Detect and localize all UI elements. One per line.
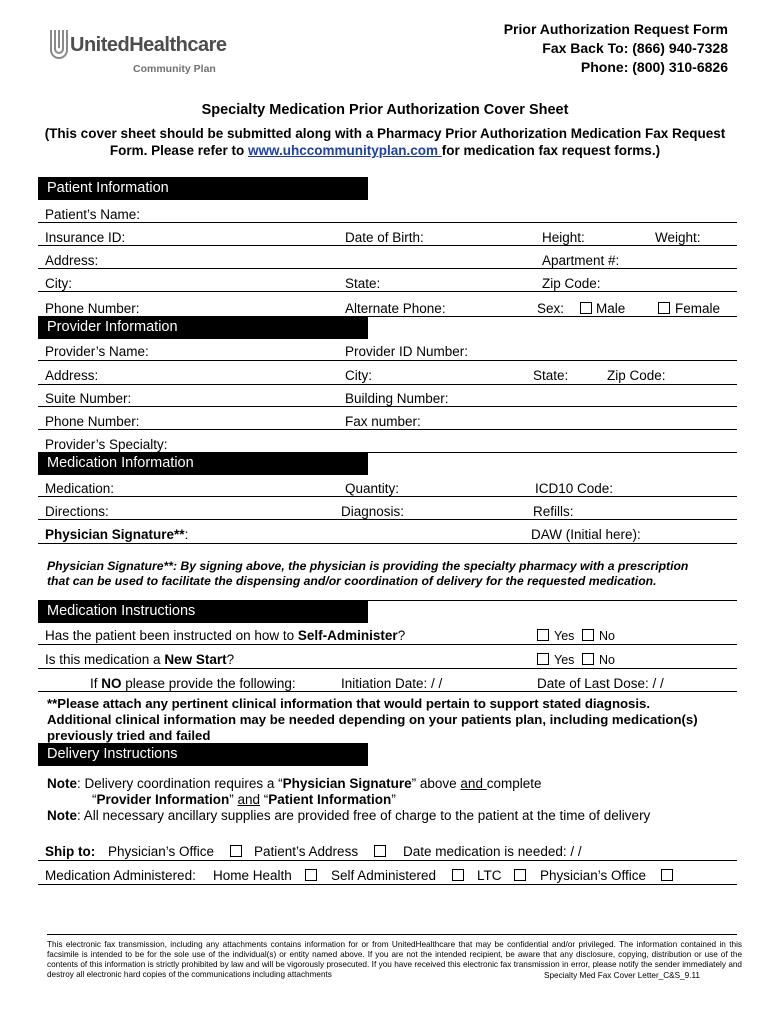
divider [38, 691, 737, 692]
note2-a: “ [92, 792, 97, 807]
note2-b: Provider Information [96, 792, 230, 807]
delivery-note-2 [92, 792, 396, 807]
section-medication-instructions: Medication Instructions [38, 600, 368, 623]
new-start-no-label: No [599, 653, 615, 667]
ship-to-label: Ship to: [45, 844, 96, 859]
physician-signature-text: Physician Signature** [45, 527, 185, 542]
q1-text-b: Self-Administer [297, 628, 398, 643]
ship-physicians-office-label: Physician’s Office [108, 844, 215, 859]
new-start-yes-label: Yes [554, 653, 575, 667]
provider-address-label: Address: [45, 368, 99, 383]
provider-specialty-label: Provider’s Specialty: [45, 437, 168, 452]
divider [38, 360, 737, 361]
administered-label: Medication Administered: [45, 868, 196, 883]
daw-label: DAW (Initial here): [531, 527, 641, 542]
suite-number-label: Suite Number: [45, 391, 132, 406]
note1-c: ” above [411, 776, 461, 791]
logo-name: UnitedHealthcare [70, 34, 227, 56]
note2-g: ” [391, 792, 396, 807]
height-label: Height: [542, 230, 585, 245]
quantity-label: Quantity: [345, 481, 400, 496]
subtitle-line-1: (This cover sheet should be submitted along with a Pharmacy Prior Authorization Medication Fax Request [44, 126, 726, 141]
divider [38, 429, 737, 430]
provider-city-label: City: [345, 368, 372, 383]
self-administered-label: Self Administered [331, 868, 437, 883]
attach-note-line-2: Additional clinical information may be needed depending on your patients plan, including medication(s) [47, 712, 698, 727]
apartment-label: Apartment #: [542, 253, 620, 268]
last-dose-label: Date of Last Dose: / / [537, 676, 664, 691]
ltc-label: LTC [477, 868, 502, 883]
initiation-date-label: Initiation Date: / / [341, 676, 443, 691]
divider [38, 406, 737, 407]
signature-note-line-1: Physician Signature**: By signing above, the physician is providing the specialty pharmacy with a prescription [47, 559, 689, 573]
medication-label: Medication: [45, 481, 115, 496]
provider-name-label: Provider’s Name: [45, 344, 149, 359]
admin-physicians-office-label: Physician’s Office [540, 868, 647, 883]
q2-text-a: Is this medication a [45, 652, 165, 667]
divider [38, 384, 737, 385]
provider-id-label: Provider ID Number: [345, 344, 469, 359]
self-administer-yes-checkbox[interactable] [537, 629, 549, 641]
if-text-b: NO [101, 676, 122, 691]
divider [38, 884, 737, 885]
ship-patients-address-checkbox[interactable] [374, 845, 386, 857]
if-text-a: If [90, 676, 102, 691]
note3-label: Note [47, 808, 77, 823]
sex-label: Sex: [537, 301, 565, 316]
q2-text-b: New Start [164, 652, 227, 667]
weight-label: Weight: [655, 230, 701, 245]
divider [38, 291, 737, 292]
physician-signature-label [45, 527, 188, 542]
note2-d: and [237, 792, 261, 807]
refills-label: Refills: [533, 504, 574, 519]
icd10-label: ICD10 Code: [535, 481, 614, 496]
patient-phone-label: Phone Number: [45, 301, 140, 316]
section-provider-information: Provider Information [38, 316, 368, 339]
divider [38, 668, 737, 669]
if-text-c: please provide the following: [121, 676, 296, 691]
provider-phone-label: Phone Number: [45, 414, 140, 429]
self-administer-question [45, 628, 405, 643]
self-administer-yes-label: Yes [554, 629, 575, 643]
attach-note-line-3: previously tried and failed [47, 728, 211, 743]
divider [38, 496, 737, 497]
diagnosis-label: Diagnosis: [341, 504, 405, 519]
patient-city-label: City: [45, 276, 72, 291]
home-health-checkbox[interactable] [305, 869, 317, 881]
new-start-no-checkbox[interactable] [582, 653, 594, 665]
new-start-yes-checkbox[interactable] [537, 653, 549, 665]
if-no-instruction [90, 676, 296, 691]
note1-b: Physician Signature [282, 776, 412, 791]
sex-male-label: Male [596, 301, 626, 316]
form-title: Prior Authorization Request Form [503, 21, 728, 37]
footer-rule [47, 934, 737, 935]
sex-female-checkbox[interactable] [658, 302, 670, 314]
uhc-logo-icon [48, 28, 70, 64]
fax-back-number: Fax Back To: (866) 940-7328 [542, 40, 728, 56]
logo-subtitle: Community Plan [133, 63, 216, 75]
physician-signature-colon: : [184, 527, 189, 542]
note1-e: complete [486, 776, 542, 791]
divider [38, 860, 737, 861]
provider-fax-label: Fax number: [345, 414, 421, 429]
website-link[interactable]: www.uhccommunityplan.com [247, 143, 442, 158]
note2-e: “ [260, 792, 269, 807]
note2-c: ” [229, 792, 238, 807]
attach-note-line-1: **Please attach any pertinent clinical information that would pertain to support stated diagnosis. [47, 696, 651, 711]
subtitle-line-2 [0, 143, 770, 158]
note2-f: Patient Information [268, 792, 392, 807]
note3-text: : All necessary ancillary supplies are provided free of charge to the patient at the time of delivery [77, 808, 651, 823]
date-needed-label: Date medication is needed: / / [403, 844, 582, 859]
divider [38, 245, 737, 246]
admin-physicians-office-checkbox[interactable] [661, 869, 673, 881]
divider [38, 222, 737, 223]
note1-d: and [460, 776, 487, 791]
divider [38, 519, 737, 520]
footer-disclaimer: This electronic fax transmission, including any attachments contains information for or from UnitedHealthcare that may be confidential and/or privileged. The information contained in this facsimile is intended to be for the sole use of the individual(s) or entity named above. If you are not the intended recipient, be aware that any disclosure, copying, distribution or use of the contents of this information is strictly prohibited by law and will be vigorously prosecuted. If you have received this electronic fax transmission in error, please notify the sender immediately and destroy all electronic hard copies of the communications including attachments [47, 940, 742, 979]
patient-state-label: State: [345, 276, 381, 291]
phone-number: Phone: (800) 310-6826 [580, 59, 728, 75]
note1-label: Note [47, 776, 77, 791]
ship-patients-address-label: Patient’s Address [254, 844, 359, 859]
divider [38, 543, 737, 544]
q1-text-a: Has the patient been instructed on how to [45, 628, 298, 643]
insurance-id-label: Insurance ID: [45, 230, 126, 245]
self-administer-no-checkbox[interactable] [582, 629, 594, 641]
self-administer-no-label: No [599, 629, 615, 643]
provider-zip-label: Zip Code: [607, 368, 666, 383]
footer-form-code: Specialty Med Fax Cover Letter_C&S_9.11 [540, 971, 700, 980]
patient-zip-label: Zip Code: [542, 276, 601, 291]
page-title: Specialty Medication Prior Authorization Cover Sheet [201, 102, 569, 118]
provider-state-label: State: [533, 368, 569, 383]
sex-female-label: Female [675, 301, 721, 316]
patient-address-label: Address: [45, 253, 99, 268]
alternate-phone-label: Alternate Phone: [345, 301, 446, 316]
q2-text-c: ? [226, 652, 235, 667]
section-medication-information: Medication Information [38, 452, 368, 475]
self-administered-checkbox[interactable] [452, 869, 464, 881]
q1-text-c: ? [397, 628, 406, 643]
sex-male-checkbox[interactable] [580, 302, 592, 314]
delivery-note-1 [47, 776, 541, 791]
ship-physicians-office-checkbox[interactable] [230, 845, 242, 857]
section-delivery-instructions: Delivery Instructions [38, 743, 368, 766]
signature-note-line-2: that can be used to facilitate the dispensing and/or coordination of delivery for the requested medication. [47, 574, 657, 588]
dob-label: Date of Birth: [345, 230, 424, 245]
note1-a: : Delivery coordination requires a “ [77, 776, 283, 791]
section-patient-information: Patient Information [38, 177, 368, 200]
subtitle-text-a: Form. Please refer to [109, 143, 248, 158]
home-health-label: Home Health [213, 868, 292, 883]
divider [38, 644, 737, 645]
subtitle-text-b: for medication fax request forms.) [441, 143, 661, 158]
new-start-question [45, 652, 234, 667]
patient-name-label: Patient’s Name: [45, 207, 141, 222]
building-number-label: Building Number: [345, 391, 449, 406]
divider [38, 268, 737, 269]
directions-label: Directions: [45, 504, 109, 519]
delivery-note-3 [47, 808, 650, 823]
ltc-checkbox[interactable] [514, 869, 526, 881]
